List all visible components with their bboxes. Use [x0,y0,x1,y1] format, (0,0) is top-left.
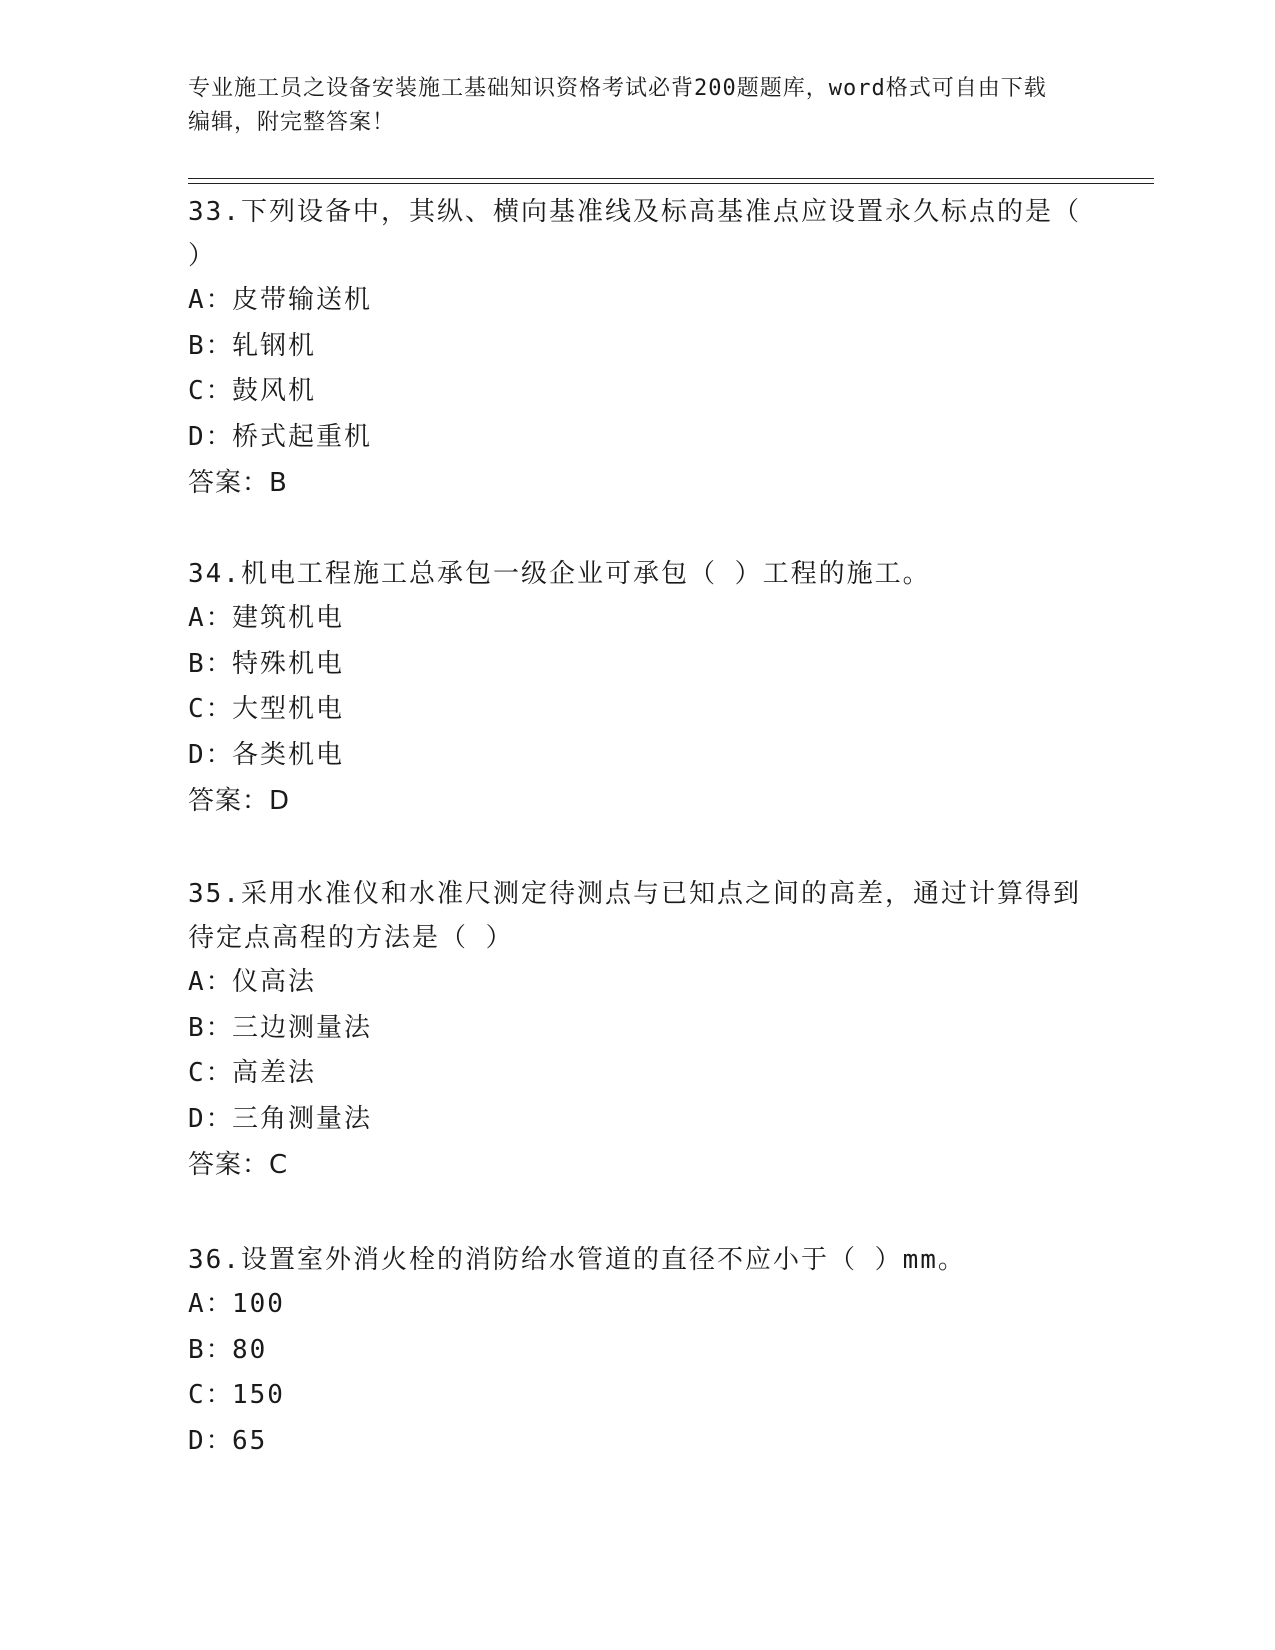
question-stem: 35.采用水准仪和水准尺测定待测点与已知点之间的高差，通过计算得到待定点高程的方法是（ ） [188,879,1081,953]
option-a [188,1282,1088,1328]
question-33 [188,190,1088,506]
option-letter: C： [188,1380,234,1410]
option-d [188,415,1088,461]
option-text: 桥式起重机 [232,421,373,452]
option-letter: C： [188,1058,234,1088]
option-letter: A： [188,285,234,315]
answer-label: 答案：D [188,786,291,816]
option-text: 大型机电 [232,694,345,724]
option-text: 仪高法 [232,967,317,997]
option-letter: B： [188,330,234,361]
option-letter: C： [188,376,234,406]
option-text: 建筑机电 [232,603,345,633]
header-divider-top [188,178,1154,179]
answer-label: 答案：B [188,468,288,498]
option-letter: C： [188,694,234,724]
option-letter: D： [188,1103,234,1134]
header-divider-bottom [188,183,1154,184]
option-letter: A： [188,967,234,997]
option-letter: D： [188,739,234,770]
option-b [188,324,1088,370]
answer-label: 答案：C [188,1150,289,1180]
option-text: 轧钢机 [232,330,317,361]
option-a [188,278,1088,324]
option-text: 100 [232,1289,285,1319]
option-text: 高差法 [232,1058,317,1088]
option-d [188,733,1088,779]
option-text: 鼓风机 [232,376,317,406]
option-letter: B： [188,1334,234,1365]
option-text: 80 [232,1334,268,1365]
option-letter: B： [188,1012,234,1043]
option-text: 150 [232,1380,285,1410]
question-stem: 34.机电工程施工总承包一级企业可承包（ ）工程的施工。 [188,559,931,589]
option-text: 特殊机电 [232,648,345,679]
option-text: 各类机电 [232,739,345,770]
question-34 [188,552,1088,824]
option-c [188,1051,1088,1097]
option-a [188,596,1088,642]
question-35 [188,872,1088,1188]
option-letter: A： [188,603,234,633]
option-letter: D： [188,1425,234,1456]
option-d [188,1419,1088,1465]
option-b [188,1006,1088,1052]
option-text: 三角测量法 [232,1103,373,1134]
question-36 [188,1238,1088,1464]
option-letter: B： [188,648,234,679]
option-letter: A： [188,1289,234,1319]
option-text: 皮带输送机 [232,285,373,315]
option-c [188,1373,1088,1419]
option-c [188,369,1088,415]
option-letter: D： [188,421,234,452]
option-b [188,642,1088,688]
document-intro: 专业施工员之设备安装施工基础知识资格考试必背200题题库，word格式可自由下载编辑，附完整答案！ [188,76,1047,135]
question-stem: 33.下列设备中，其纵、横向基准线及标高基准点应设置永久标点的是（ ） [188,197,1081,271]
option-d [188,1097,1088,1143]
option-c [188,687,1088,733]
option-b [188,1328,1088,1374]
question-stem: 36.设置室外消火栓的消防给水管道的直径不应小于（ ）mm。 [188,1245,966,1275]
option-text: 65 [232,1425,268,1456]
option-a [188,960,1088,1006]
option-text: 三边测量法 [232,1012,373,1043]
